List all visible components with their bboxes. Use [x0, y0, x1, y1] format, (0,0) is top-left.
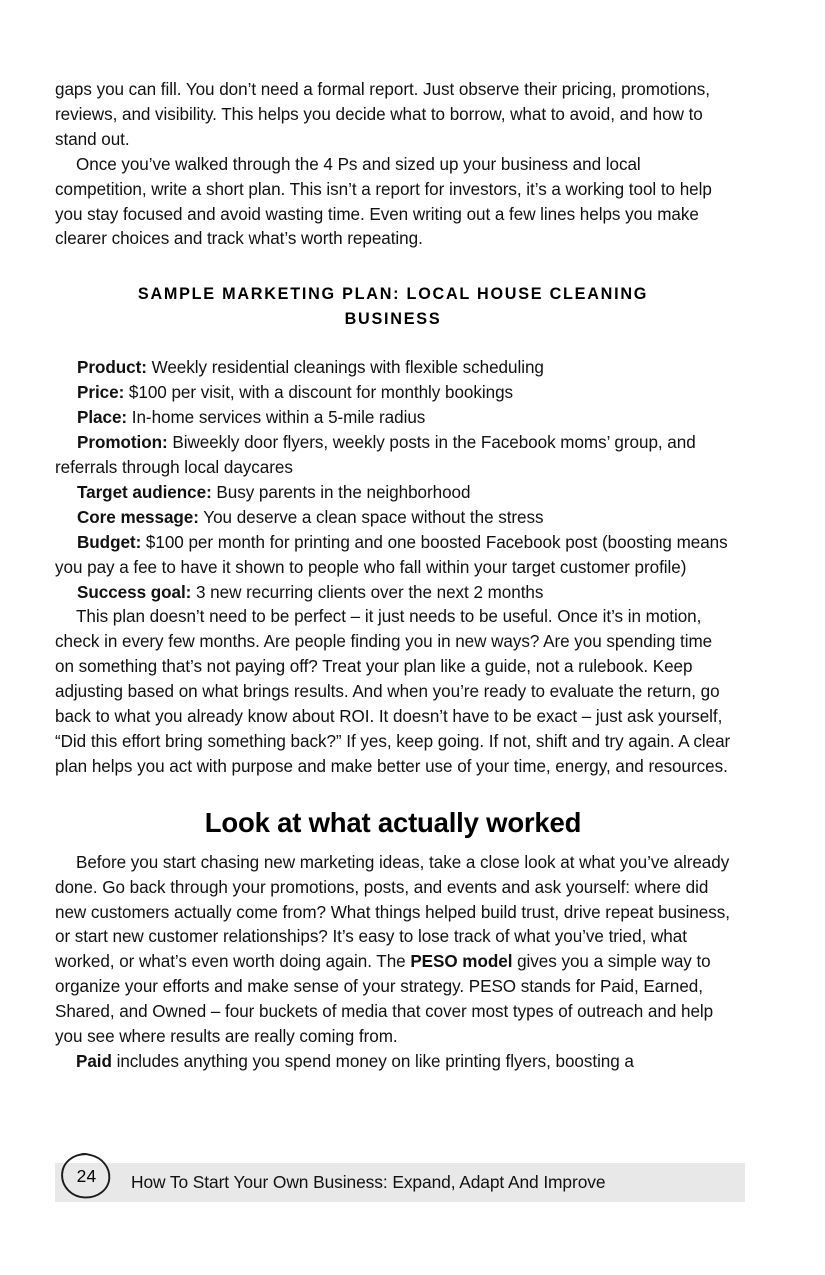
footer-book-title: How To Start Your Own Business: Expand, Adapt And Improve [131, 1172, 606, 1192]
list-item-label: Target audience: [77, 482, 212, 502]
paragraph-peso-model [55, 851, 731, 1050]
peso-model-bold: PESO model [410, 952, 513, 972]
paragraph-peso-part1: Before you start chasing new marketing ideas, take a close look at what you’ve already done. Go back through your promotions, posts, and events and ask yourself: where did new customers actually come from? What things helped build trust, drive repeat business, or start new customer relationships? It’s easy to lose track of what you’ve tried, what worked, or what’s even worth doing again. The [55, 852, 730, 972]
page-footer-band [55, 1163, 745, 1202]
list-item [55, 506, 731, 531]
sample-plan-heading-line2: BUSINESS [344, 310, 442, 329]
list-item-text: Biweekly door flyers, weekly posts in the Facebook moms’ group, and referrals through local daycares [55, 433, 696, 477]
paid-bold: Paid [76, 1052, 112, 1071]
paragraph-paid-text: includes anything you spend money on like printing flyers, boosting a [111, 1052, 634, 1071]
list-item-label: Core message: [77, 507, 199, 527]
paragraph-intro-gaps: gaps you can fill. You don’t need a formal report. Just observe their pricing, promotions, reviews, and visibility. This helps you decide what to borrow, what to avoid, and how to stand out. [55, 80, 710, 149]
list-item-text: $100 per visit, with a discount for monthly bookings [124, 383, 514, 403]
sample-plan-heading [55, 252, 731, 337]
page-number: 24 [76, 1165, 97, 1186]
list-item-text: Busy parents in the neighborhood [211, 482, 471, 502]
list-item [55, 581, 731, 606]
list-item-label: Success goal: [77, 582, 192, 602]
list-item-label: Product: [77, 358, 147, 378]
paragraph-four-ps: Once you’ve walked through the 4 Ps and sized up your business and local competition, write a short plan. This isn’t a report for investors, it’s a working tool to help you stay focused and avoid wasting time. Even writing out a few lines helps you make clearer choices and track what’s worth repeating. [55, 154, 712, 249]
list-item-text: You deserve a clean space without the stress [198, 507, 544, 527]
list-item [55, 431, 731, 481]
section-heading-look-at-what-worked: Look at what actually worked [204, 806, 582, 838]
list-item-text: Weekly residential cleanings with flexible scheduling [146, 358, 544, 378]
list-item [55, 356, 731, 381]
marketing-plan-list [55, 337, 731, 605]
page-content [55, 78, 731, 1075]
list-item-text: 3 new recurring clients over the next 2 months [191, 582, 544, 602]
list-item-label: Place: [77, 408, 128, 428]
paragraph-paid [55, 1050, 731, 1075]
paragraph-peso-part2: gives you a simple way to organize your efforts and make sense of your strategy. PESO stands for Paid, Earned, Shared, and Owned – four buckets of media that cover most types of outreach and help you see where results are really coming from. [55, 952, 714, 1047]
list-item-text: $100 per month for printing and one boosted Facebook post (boosting means you pay a fee to have it shown to people who fall within your target customer profile) [55, 532, 728, 577]
paragraph-plan-not-perfect: This plan doesn’t need to be perfect – it just needs to be useful. Once it’s in motion, check in every few months. Are people finding you in new ways? Are you spending time on something that’s not paying off? Treat your plan like a guide, not a rulebook. Keep adjusting based on what brings results. And when you’re ready to evaluate the return, go back to what you already know about ROI. It doesn’t have to be exact – just ask yourself, “Did this effort bring something back?” If yes, keep going. If not, shift and try again. A clear plan helps you act with purpose and make better use of your time, energy, and resources. [55, 607, 731, 776]
page-number-badge [59, 1151, 113, 1201]
list-item-label: Promotion: [77, 433, 168, 453]
list-item-text: In-home services within a 5-mile radius [127, 408, 426, 428]
sample-plan-heading-line1: SAMPLE MARKETING PLAN: LOCAL HOUSE CLEANING [137, 285, 649, 304]
list-item [55, 406, 731, 431]
list-item [55, 381, 731, 406]
list-item [55, 481, 731, 506]
list-item [55, 531, 731, 581]
list-item-label: Budget: [77, 532, 142, 552]
list-item-label: Price: [77, 383, 125, 403]
